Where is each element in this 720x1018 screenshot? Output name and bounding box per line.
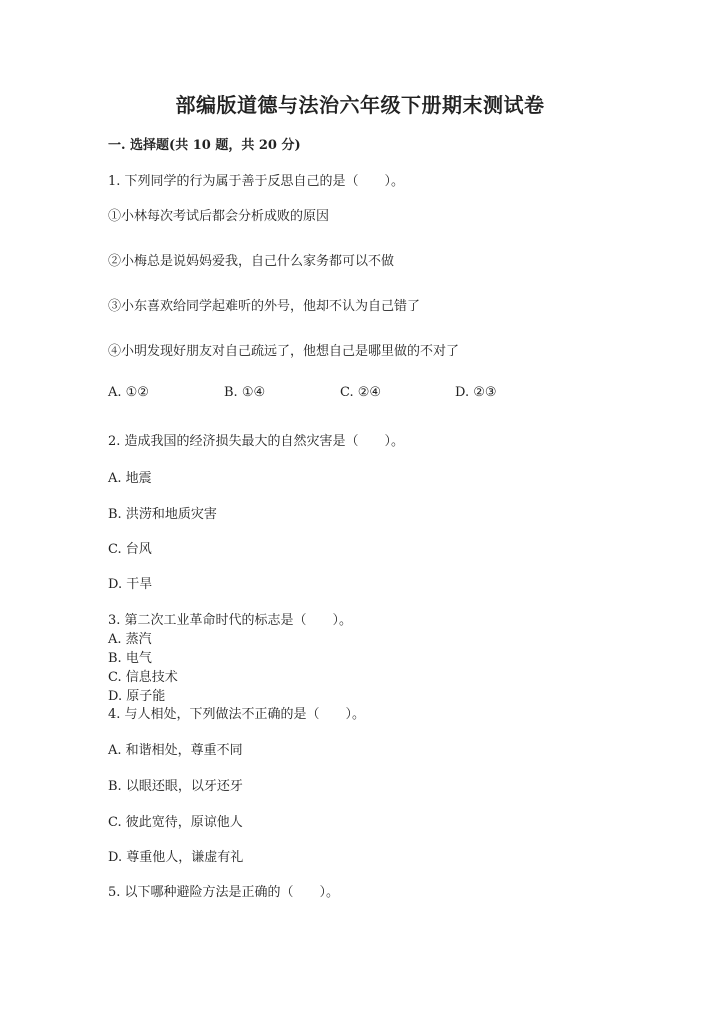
question-2-stem: 2. 造成我国的经济损失最大的自然灾害是（ ）。 <box>108 434 405 449</box>
question-3-option-b: B. 电气 <box>108 651 152 666</box>
question-3-option-a: A. 蒸汽 <box>108 632 152 647</box>
question-2-option-a: A. 地震 <box>108 471 152 486</box>
question-1-option-c: C. ②④ <box>340 385 382 400</box>
question-1-statement-3: ③小东喜欢给同学起难听的外号，他却不认为自己错了 <box>108 299 421 314</box>
question-4-option-d: D. 尊重他人，谦虚有礼 <box>108 850 244 865</box>
question-1-option-a: A. ①② <box>108 385 149 400</box>
question-2-option-b: B. 洪涝和地质灾害 <box>108 507 217 522</box>
question-3-stem: 3. 第二次工业革命时代的标志是（ ）。 <box>108 613 353 628</box>
question-2-option-c: C. 台风 <box>108 542 152 557</box>
question-3-option-c: C. 信息技术 <box>108 670 178 685</box>
question-1-option-b: B. ①④ <box>224 385 266 400</box>
question-2-option-d: D. 干旱 <box>108 577 153 592</box>
question-3-option-d: D. 原子能 <box>108 689 166 704</box>
question-4-stem: 4. 与人相处，下列做法不正确的是（ ）。 <box>108 707 366 722</box>
section-heading: 一. 选择题(共 10 题，共 20 分) <box>108 138 301 153</box>
question-1-statement-1: ①小林每次考试后都会分析成败的原因 <box>108 209 330 224</box>
question-4-option-b: B. 以眼还眼，以牙还牙 <box>108 779 243 794</box>
question-5-stem: 5. 以下哪种避险方法是正确的（ ）。 <box>108 885 340 900</box>
question-1-statement-2: ②小梅总是说妈妈爱我，自己什么家务都可以不做 <box>108 254 395 269</box>
question-1-statement-4: ④小明发现好朋友对自己疏远了，他想自己是哪里做的不对了 <box>108 344 460 359</box>
question-1-option-d: D. ②③ <box>455 385 497 400</box>
question-4-option-a: A. 和谐相处，尊重不同 <box>108 743 243 758</box>
question-1-stem: 1. 下列同学的行为属于善于反思自己的是（ ）。 <box>108 174 405 189</box>
exam-title: 部编版道德与法治六年级下册期末测试卷 <box>175 93 545 117</box>
question-4-option-c: C. 彼此宽待，原谅他人 <box>108 815 243 830</box>
